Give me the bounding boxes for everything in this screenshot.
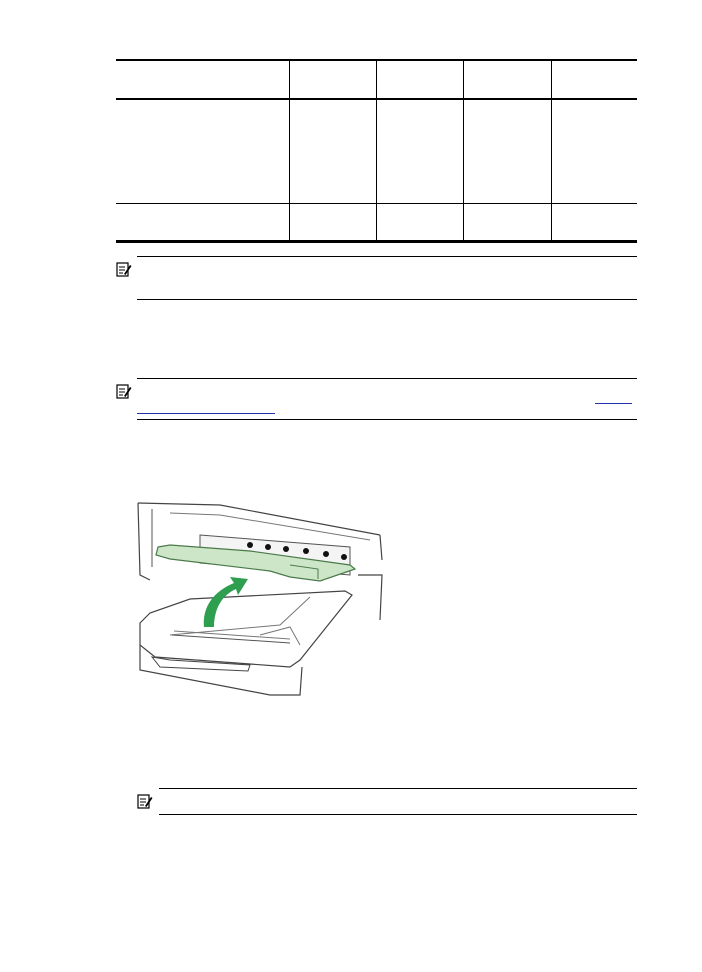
table-column-divider	[463, 60, 464, 241]
note-top-rule	[137, 256, 637, 257]
cross-reference-link[interactable]	[137, 413, 275, 414]
roller-icon	[303, 548, 309, 554]
table-column-divider	[289, 60, 290, 241]
cross-reference-link[interactable]	[595, 403, 632, 404]
spec-table	[0, 0, 702, 250]
note-block	[137, 788, 637, 818]
note-bottom-rule	[137, 419, 637, 420]
note-icon	[137, 794, 153, 810]
roller-icon	[247, 542, 253, 548]
roller-icon	[283, 546, 289, 552]
note-bottom-rule	[159, 814, 637, 815]
roller-icon	[265, 544, 271, 550]
printer-tray-illustration	[130, 495, 390, 705]
note-icon	[116, 384, 132, 400]
note-top-rule	[137, 378, 637, 379]
roller-icon	[323, 551, 329, 557]
table-column-divider	[376, 60, 377, 241]
note-block	[116, 378, 637, 422]
note-block	[116, 256, 637, 302]
note-bottom-rule	[137, 299, 637, 300]
roller-icon	[341, 554, 347, 560]
note-icon	[116, 262, 132, 278]
note-top-rule	[159, 788, 637, 789]
table-column-divider	[551, 60, 552, 241]
